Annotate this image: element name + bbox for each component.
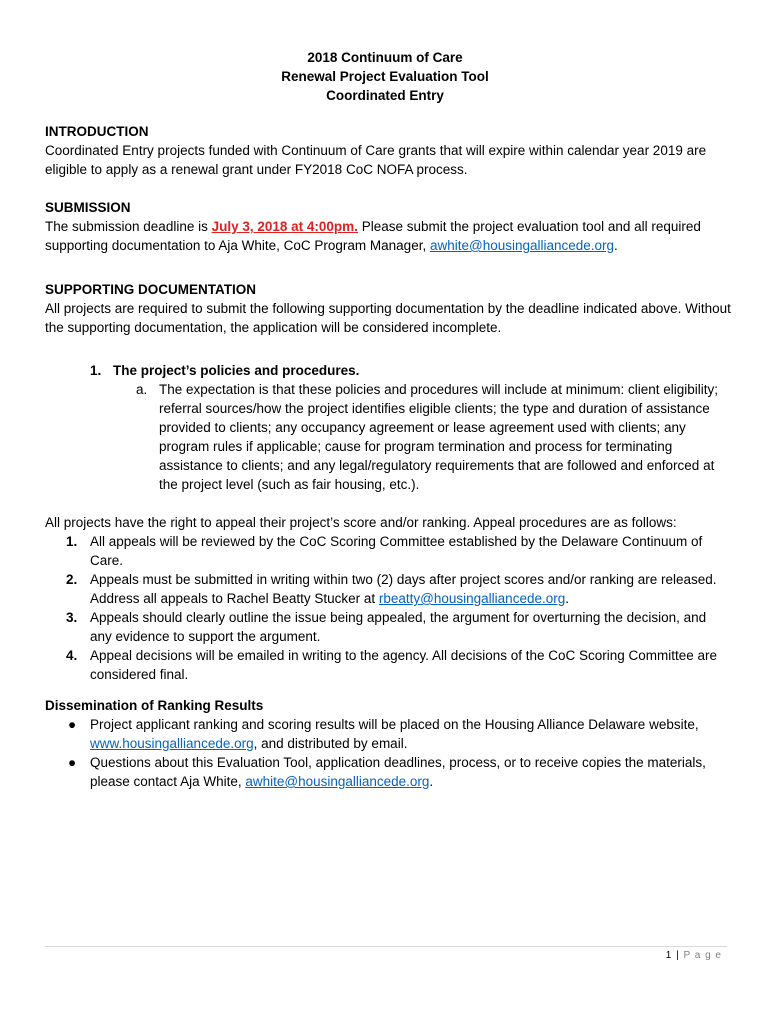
appeal-text xyxy=(90,570,731,608)
document-title xyxy=(0,48,770,105)
footer-divider xyxy=(45,946,727,947)
list-item xyxy=(66,715,734,753)
introduction-section xyxy=(45,122,735,179)
submission-section xyxy=(45,198,735,255)
sub-item-letter: a. xyxy=(136,382,148,397)
supporting-text: All projects are required to submit the following supporting documentation by the deadline indicated above. Without the supporting documentation, the application will be considered incomplete. xyxy=(45,301,731,335)
supporting-heading: SUPPORTING DOCUMENTATION xyxy=(45,282,256,297)
title-line-2: Renewal Project Evaluation Tool xyxy=(281,69,489,84)
submission-text-before: The submission deadline is xyxy=(45,219,212,234)
list-item xyxy=(66,532,731,570)
list-item xyxy=(66,570,731,608)
page-word: P a g e xyxy=(683,950,722,961)
appeal-number: 4. xyxy=(66,648,78,663)
introduction-heading: INTRODUCTION xyxy=(45,124,149,139)
dissemination-heading: Dissemination of Ranking Results xyxy=(45,698,264,713)
title-line-3: Coordinated Entry xyxy=(326,88,444,103)
appeal-number: 2. xyxy=(66,572,78,587)
introduction-text: Coordinated Entry projects funded with Continuum of Care grants that will expire within calendar year 2019 are eligible to apply as a renewal grant under FY2018 CoC NOFA process. xyxy=(45,143,707,177)
supporting-sub-item-a xyxy=(136,380,736,494)
title-line-1: 2018 Continuum of Care xyxy=(307,50,463,65)
contact-email-link[interactable]: awhite@housingalliancede.org xyxy=(245,774,430,789)
dissemination-bullets xyxy=(66,715,734,791)
supporting-item-title: The project’s policies and procedures. xyxy=(113,363,360,378)
submission-heading: SUBMISSION xyxy=(45,200,131,215)
bullet-text xyxy=(90,753,734,791)
bullet-icon: ● xyxy=(68,755,77,770)
supporting-documentation-section xyxy=(45,280,735,337)
bullet2-after: . xyxy=(429,774,434,789)
appeals-list xyxy=(66,532,731,684)
submission-text xyxy=(45,217,735,255)
appeal-number: 1. xyxy=(66,534,78,549)
appeal-text-body: Appeals must be submitted in writing within two (2) days after project scores and/or ranking are released. Address all appeals to Rachel Beatty Stucker at xyxy=(90,572,717,606)
page-number: 1 xyxy=(665,950,673,961)
bullet-icon: ● xyxy=(68,717,77,732)
dissemination-section xyxy=(45,696,735,715)
supporting-item-1 xyxy=(90,361,730,380)
list-item xyxy=(66,646,731,684)
appeal-text: Appeal decisions will be emailed in writing to the agency. All decisions of the CoC Scoring Committee are considered final. xyxy=(90,648,718,682)
bullet1-before: Project applicant ranking and scoring results will be placed on the Housing Alliance Delaware website, xyxy=(90,717,699,732)
list-item xyxy=(66,753,734,791)
appeal-email-link[interactable]: rbeatty@housingalliancede.org xyxy=(378,591,566,606)
appeal-number: 3. xyxy=(66,610,78,625)
website-link[interactable]: www.housingalliancede.org xyxy=(90,736,254,751)
submission-deadline: July 3, 2018 at 4:00pm. xyxy=(211,219,358,234)
submission-end: . xyxy=(614,238,618,253)
appeals-intro: All projects have the right to appeal their project’s score and/or ranking. Appeal procedures are as follows: xyxy=(45,515,677,530)
submission-text-after: Please submit the project evaluation tool and all required supporting documentation to Aja White, CoC Program Manager, xyxy=(45,219,701,253)
list-item xyxy=(66,608,731,646)
bullet-text xyxy=(90,715,734,753)
appeal-text-end: . xyxy=(565,591,569,606)
bullet1-after: , and distributed by email. xyxy=(253,736,408,751)
footer-separator: | xyxy=(676,950,680,961)
appeal-text: Appeals should clearly outline the issue being appealed, the argument for overturning the decision, and any evidence to support the argument. xyxy=(90,610,707,644)
bullet2-before: Questions about this Evaluation Tool, application deadlines, process, or to receive copies the materials, please contact Aja White, xyxy=(90,755,706,789)
submission-email-link[interactable]: awhite@housingalliancede.org xyxy=(429,238,615,253)
page-footer xyxy=(666,950,722,961)
sub-item-text: The expectation is that these policies and procedures will include at minimum: client eligibility; referral sources/how the project identifies eligible clients; the type and duration of assistance provided to clients; any occupancy agreement or lease agreement used with clients; any program rules if applicable; cause for program termination and process for terminating assistance to clients; and any legal/regulatory requirements that are followed and enforced at the project level (such as fair housing, etc.). xyxy=(159,382,719,492)
appeal-text: All appeals will be reviewed by the CoC Scoring Committee established by the Delaware Continuum of Care. xyxy=(90,534,703,568)
supporting-item-number: 1. xyxy=(90,363,102,378)
